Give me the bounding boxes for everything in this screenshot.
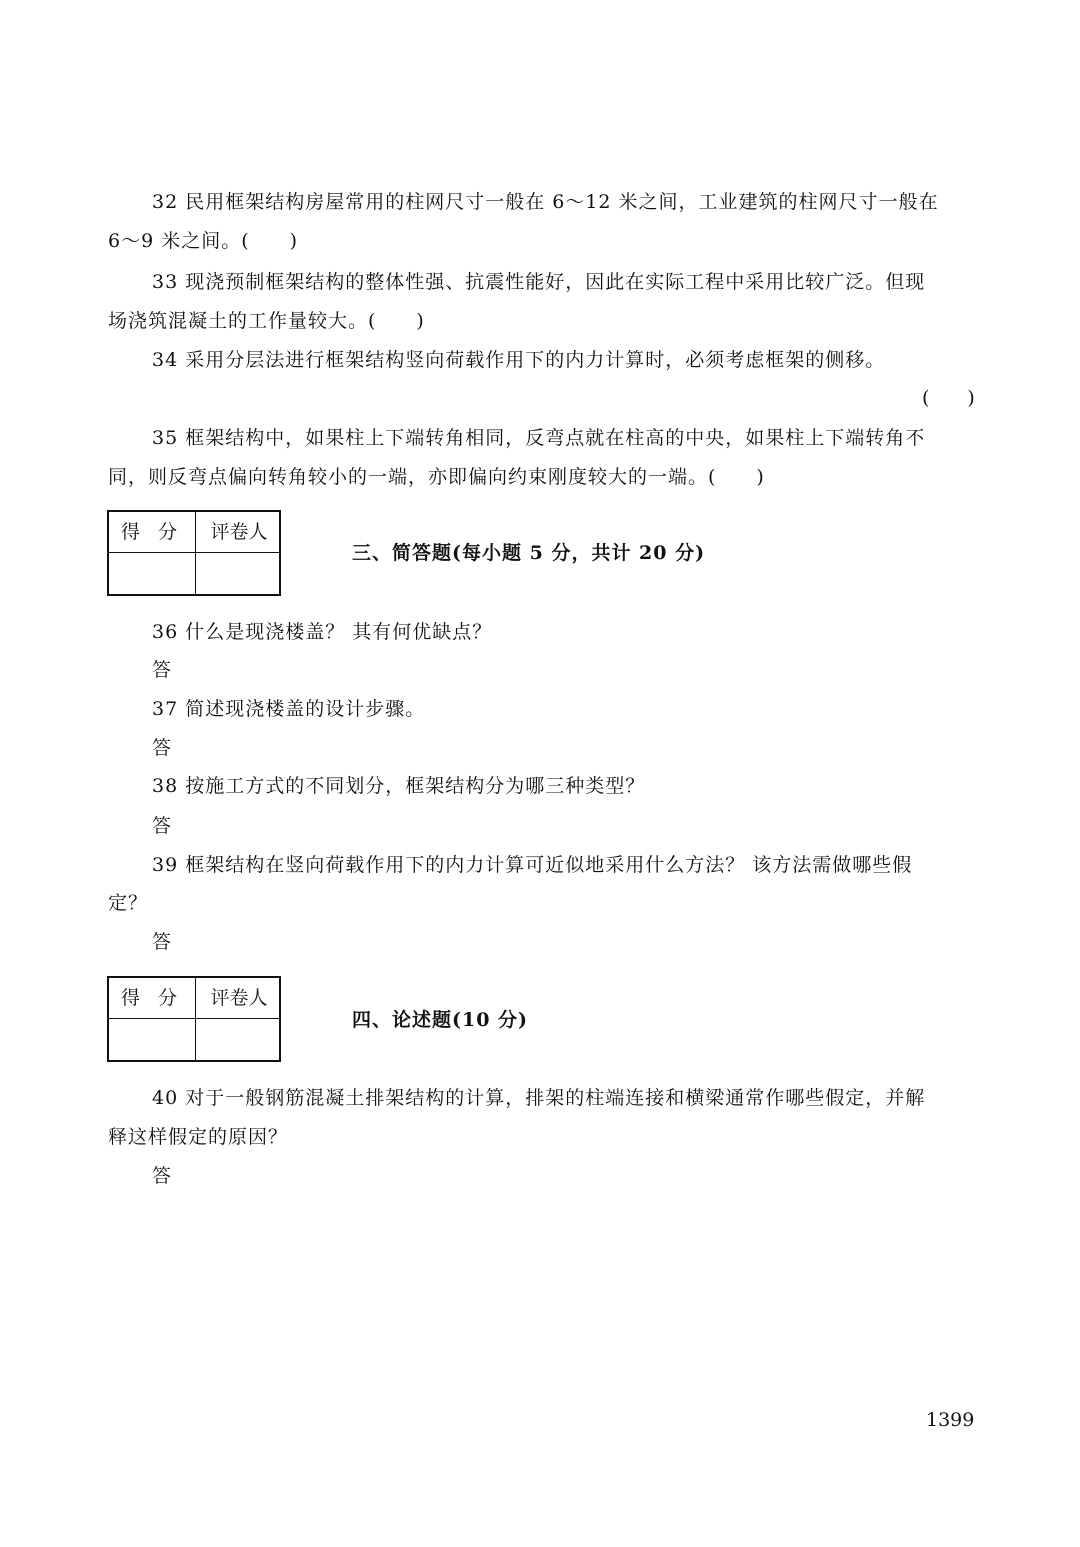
q37: 37 简述现浇楼盖的设计步骤。 [152, 698, 426, 720]
q35-line-1: 35 框架结构中，如果柱上下端转角相同，反弯点就在柱高的中央，如果柱上下端转角不 [152, 427, 926, 449]
answer-label: 答 [152, 659, 173, 681]
q39-line-2: 定？ [108, 892, 149, 914]
q36: 36 什么是现浇楼盖？ 其有何优缺点？ [152, 621, 493, 643]
answer-label: 答 [152, 1165, 173, 1187]
q40-line-2: 释这样假定的原因？ [108, 1126, 289, 1148]
q34-paren: ( ) [922, 387, 975, 409]
score-label: 得 分 [120, 521, 184, 543]
q32-line-1: 32 民用框架结构房屋常用的柱网尺寸一般在 6～12 米之间，工业建筑的柱网尺寸一般在 [152, 191, 939, 213]
section-title-essay: 四、论述题(10 分) [352, 1009, 529, 1031]
answer-label: 答 [152, 815, 173, 837]
q35-line-2: 同，则反弯点偏向转角较小的一端，亦即偏向约束刚度较大的一端。( ) [108, 466, 765, 488]
answer-label: 答 [152, 931, 173, 953]
score-table-1 [107, 510, 281, 596]
q39-line-1: 39 框架结构在竖向荷载作用下的内力计算可近似地采用什么方法？ 该方法需做哪些假 [152, 854, 913, 876]
grader-label: 评卷人 [210, 521, 268, 543]
q32-line-2: 6～9 米之间。( ) [108, 230, 299, 252]
section-title-short-answer: 三、简答题(每小题 5 分，共计 20 分) [352, 542, 706, 564]
q33-line-2: 场浇筑混凝土的工作量较大。( ) [108, 310, 425, 332]
q38: 38 按施工方式的不同划分，框架结构分为哪三种类型？ [152, 775, 646, 797]
grader-label: 评卷人 [210, 987, 268, 1009]
q34-line-1: 34 采用分层法进行框架结构竖向荷载作用下的内力计算时，必须考虑框架的侧移。 [152, 349, 886, 371]
q33-line-1: 33 现浇预制框架结构的整体性强、抗震性能好，因此在实际工程中采用比较广泛。但现 [152, 271, 926, 293]
page-number: 1399 [926, 1409, 975, 1431]
score-label: 得 分 [120, 987, 184, 1009]
score-table-2 [107, 976, 281, 1062]
answer-label: 答 [152, 737, 173, 759]
q40-line-1: 40 对于一般钢筋混凝土排架结构的计算，排架的柱端连接和横梁通常作哪些假定，并解 [152, 1087, 926, 1109]
